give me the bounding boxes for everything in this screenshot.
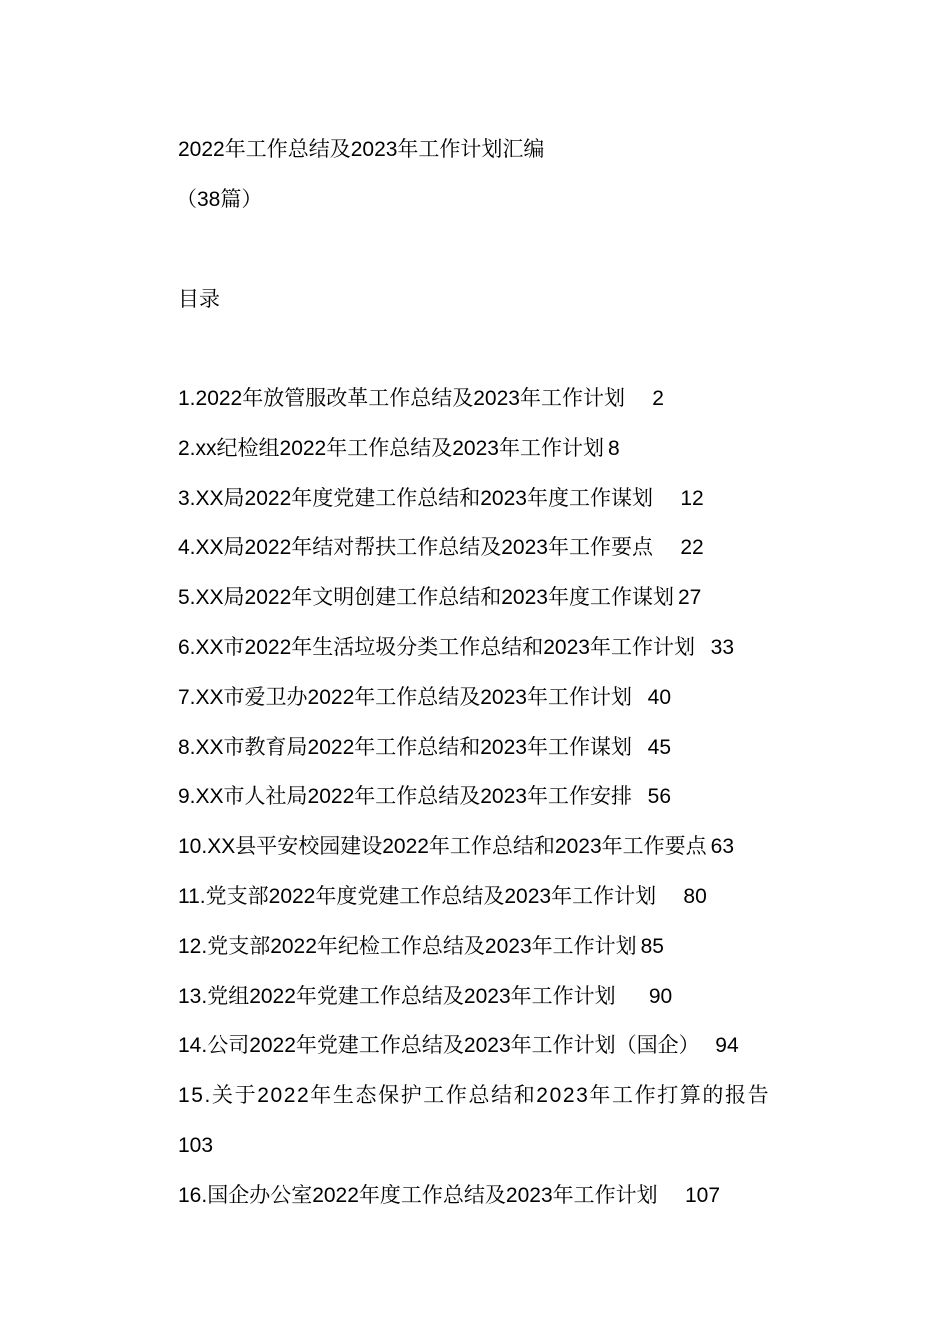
toc-entry-title: 2.xx纪检组2022年工作总结及2023年工作计划 bbox=[178, 436, 604, 460]
toc-entry-title: 16.国企办公室2022年度工作总结及2023年工作计划 bbox=[178, 1183, 658, 1207]
toc-entry-title: 8.XX市教育局2022年工作总结和2023年工作谋划 bbox=[178, 735, 632, 759]
toc-entry-page-number: 2 bbox=[652, 387, 664, 410]
toc-entry-gap bbox=[616, 985, 645, 1008]
toc-entry[interactable] bbox=[178, 883, 818, 933]
toc-entry[interactable] bbox=[178, 584, 818, 634]
toc-heading: 目录 bbox=[178, 288, 220, 311]
toc-entry-gap bbox=[653, 487, 676, 510]
toc-entry-title: 3.XX局2022年度党建工作总结和2023年度工作谋划 bbox=[178, 486, 653, 510]
toc-entry-gap bbox=[632, 686, 644, 709]
toc-entry-title: 11.党支部2022年度党建工作总结及2023年工作计划 bbox=[178, 884, 657, 908]
toc-entry-gap bbox=[656, 885, 679, 908]
toc-entry-page-number: 40 bbox=[647, 685, 671, 709]
toc-entry-page-number: 90 bbox=[648, 984, 673, 1008]
toc-entry-page-number: 85 bbox=[640, 934, 664, 958]
toc-entry-page-number: 12 bbox=[680, 486, 704, 510]
toc-entry-gap bbox=[695, 636, 707, 659]
toc-entry-title: 10.XX县平安校园建设2022年工作总结和2023年工作要点 bbox=[178, 835, 707, 859]
toc-entry-title: 13.党组2022年党建工作总结及2023年工作计划 bbox=[178, 984, 616, 1008]
toc-entry[interactable] bbox=[178, 684, 818, 734]
toc-entry-gap bbox=[625, 387, 648, 410]
document-subtitle: （38篇） bbox=[176, 188, 263, 211]
toc-entry-page-number: 103 bbox=[178, 1133, 214, 1157]
toc-entry-page-number: 33 bbox=[710, 635, 734, 659]
toc-entry-page-number: 8 bbox=[607, 436, 620, 460]
toc-entry[interactable] bbox=[178, 933, 818, 983]
toc-entry-title: 6.XX市2022年生活垃圾分类工作总结和2023年工作计划 bbox=[178, 635, 695, 659]
toc-entry[interactable] bbox=[178, 1082, 818, 1160]
toc-entry-page-number: 56 bbox=[647, 785, 671, 809]
toc-entry-gap bbox=[653, 536, 676, 559]
toc-entry[interactable] bbox=[178, 634, 818, 684]
toc-entry[interactable] bbox=[178, 783, 818, 833]
toc-entry-page-number: 107 bbox=[684, 1183, 721, 1207]
toc-entry-title: 15.关于2022年生态保护工作总结和2023年工作打算的报告 bbox=[178, 1084, 771, 1108]
document-title: 2022年工作总结及2023年工作计划汇编 bbox=[178, 138, 545, 161]
toc-entry-page-number: 63 bbox=[710, 835, 734, 859]
table-of-contents bbox=[178, 385, 818, 1232]
toc-entry-gap bbox=[632, 785, 644, 808]
toc-entry-page-number: 80 bbox=[683, 884, 707, 908]
toc-entry[interactable] bbox=[178, 983, 818, 1033]
toc-entry-gap bbox=[632, 736, 644, 759]
toc-entry-title: 5.XX局2022年文明创建工作总结和2023年度工作谋划 bbox=[178, 586, 674, 610]
toc-entry-page-number: 45 bbox=[647, 735, 671, 759]
toc-entry[interactable] bbox=[178, 1032, 818, 1082]
toc-entry[interactable] bbox=[178, 385, 818, 435]
toc-entry[interactable] bbox=[178, 734, 818, 784]
toc-entry-gap bbox=[658, 1184, 681, 1207]
toc-entry-page-number: 27 bbox=[677, 586, 702, 610]
toc-entry[interactable] bbox=[178, 1182, 818, 1232]
toc-entry-title: 1.2022年放管服改革工作总结及2023年工作计划 bbox=[178, 387, 625, 410]
toc-entry-title: 7.XX市爱卫办2022年工作总结及2023年工作计划 bbox=[178, 685, 632, 709]
toc-entry-title: 12.党支部2022年纪检工作总结及2023年工作计划 bbox=[178, 934, 637, 958]
toc-entry-title: 9.XX市人社局2022年工作总结及2023年工作安排 bbox=[178, 785, 632, 809]
toc-entry[interactable] bbox=[178, 534, 818, 584]
toc-entry-title: 14.公司2022年党建工作总结及2023年工作计划（国企） bbox=[178, 1034, 700, 1058]
toc-entry-page-number: 22 bbox=[680, 536, 704, 560]
toc-entry-page-number: 94 bbox=[715, 1034, 739, 1058]
toc-entry-gap bbox=[700, 1034, 712, 1057]
toc-entry[interactable] bbox=[178, 485, 818, 535]
toc-entry-title: 4.XX局2022年结对帮扶工作总结及2023年工作要点 bbox=[178, 536, 653, 560]
toc-entry[interactable] bbox=[178, 435, 818, 485]
toc-entry[interactable] bbox=[178, 833, 818, 883]
